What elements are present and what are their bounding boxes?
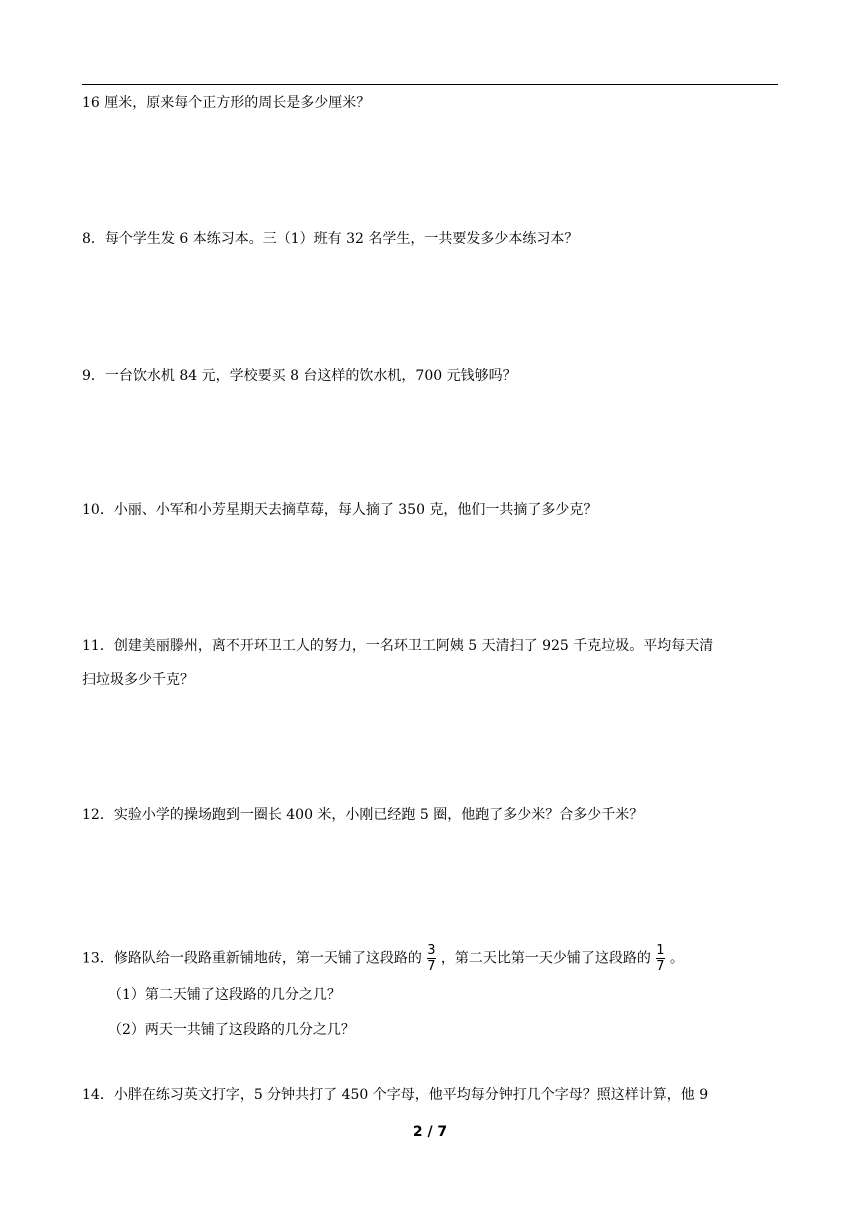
question-13-text-3: 。	[669, 950, 684, 967]
question-8: 8．每个学生发 6 本练习本。三（1）班有 32 名学生，一共要发多少本练习本？	[82, 231, 579, 247]
question-13-sub-1: （1）第二天铺了这段路的几分之几？	[108, 987, 341, 1003]
question-9: 9．一台饮水机 84 元，学校要买 8 台这样的饮水机，700 元钱够吗？	[82, 368, 517, 384]
fraction-one-seventh	[656, 944, 665, 973]
fraction-numerator: 3	[427, 943, 436, 958]
question-13-sub-2: （2）两天一共铺了这段路的几分之几？	[108, 1022, 355, 1038]
question-13-text-2: ，第二天比第一天少铺了这段路的	[440, 950, 651, 967]
question-13-text-1: 13．修路队给一段路重新铺地砖，第一天铺了这段路的	[82, 950, 422, 967]
question-11-line-1: 11．创建美丽滕州，离不开环卫工人的努力，一名环卫工阿姨 5 天清扫了 925 千克垃圾。平均每天清	[82, 638, 714, 654]
header-rule	[82, 84, 778, 85]
question-14: 14．小胖在练习英文打字，5 分钟共打了 450 个字母，他平均每分钟打几个字母？照这样计算，他 9	[82, 1087, 709, 1103]
fraction-denominator: 7	[427, 959, 436, 974]
page-number: 2 / 7	[412, 1124, 448, 1140]
fraction-three-sevenths	[427, 944, 436, 973]
question-12: 12．实验小学的操场跑到一圈长 400 米，小刚已经跑 5 圈，他跑了多少米？合多少千米？	[82, 807, 644, 823]
question-10: 10．小丽、小军和小芳星期天去摘草莓，每人摘了 350 克，他们一共摘了多少克？	[82, 502, 598, 518]
fraction-numerator: 1	[656, 943, 665, 958]
fraction-denominator: 7	[656, 959, 665, 974]
question-7-continuation: 16 厘米，原来每个正方形的周长是多少厘米？	[82, 95, 371, 111]
question-13	[82, 944, 684, 973]
question-11-line-2: 扫垃圾多少千克？	[82, 672, 194, 688]
